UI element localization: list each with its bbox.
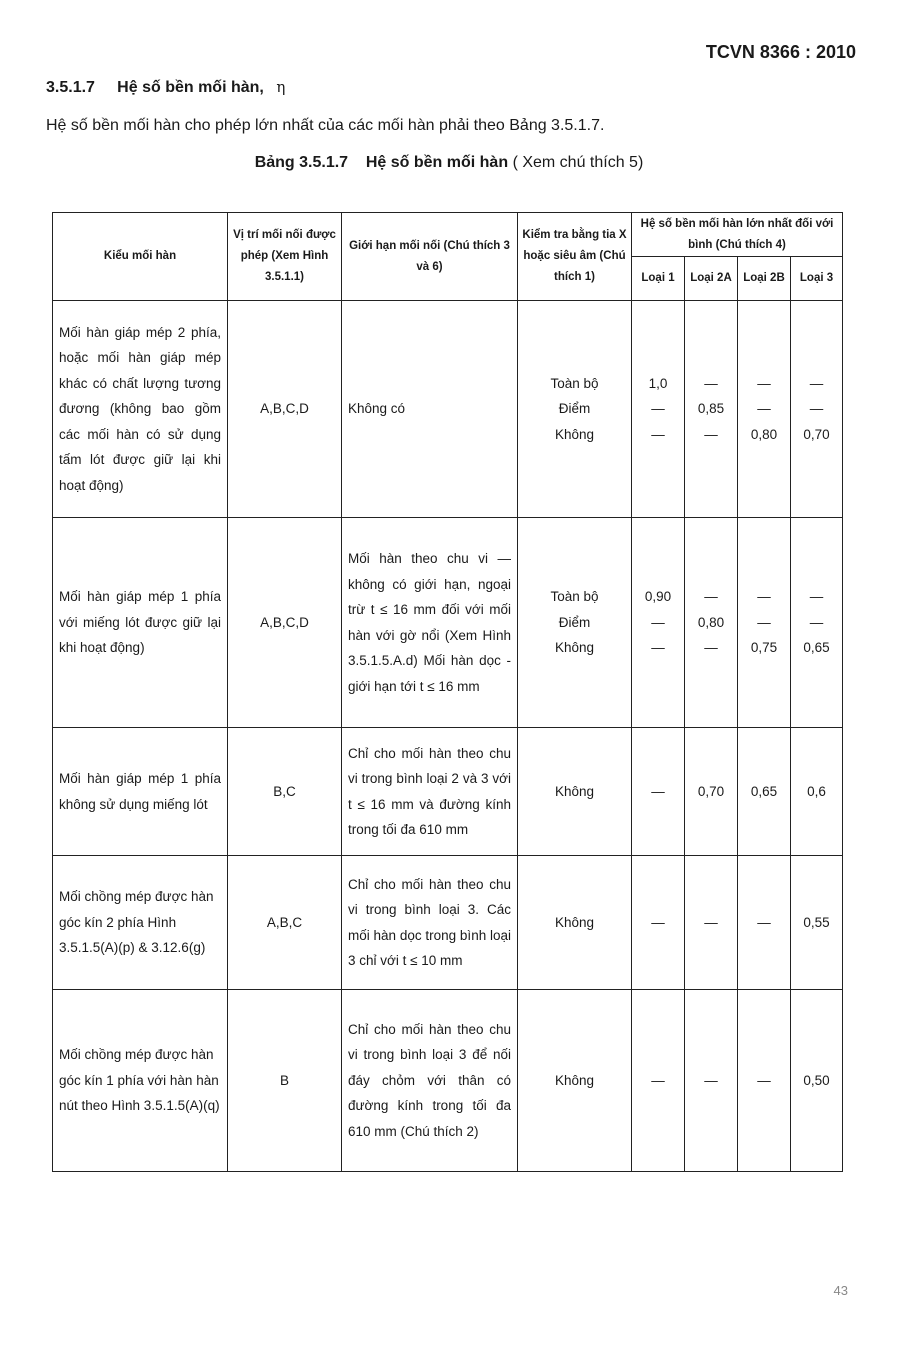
efficiency-value: —: [704, 375, 718, 391]
efficiency-value: 0,90: [644, 589, 672, 605]
efficiency-value: 1,0: [648, 375, 668, 391]
efficiency-value: —: [757, 375, 771, 391]
class-2a-cell: —: [685, 856, 738, 990]
limits-cell: Chỉ cho mối hàn theo chu vi trong bình loại 3 để nối đáy chỏm với thân có đường kính trong tối đa 610 mm (Chú thích 2): [342, 990, 518, 1172]
xray-cell: Không: [518, 990, 632, 1172]
efficiency-value: —: [651, 401, 665, 417]
table-label: Bảng 3.5.1.7: [254, 154, 349, 171]
efficiency-value: 0,85: [697, 401, 725, 417]
efficiency-value: 0,65: [803, 640, 830, 656]
efficiency-value: —: [809, 614, 824, 630]
weld-type-cell: Mối hàn giáp mép 1 phía với miếng lót được giữ lại khi hoạt động): [53, 518, 228, 728]
table-caption: [0, 154, 898, 172]
efficiency-value: —: [704, 640, 718, 656]
efficiency-value: —: [809, 375, 824, 391]
weld-type-cell: Mối chồng mép được hàn góc kín 2 phía Hình 3.5.1.5(A)(p) & 3.12.6(g): [53, 856, 228, 990]
efficiency-value: —: [651, 614, 665, 630]
xray-cell: [518, 518, 632, 728]
class-3-cell: 0,55: [791, 856, 843, 990]
weld-type-cell: Mối chồng mép được hàn góc kín 1 phía với hàn hàn nút theo Hình 3.5.1.5(A)(q): [53, 990, 228, 1172]
class-2b-cell: [738, 301, 791, 518]
limits-cell: Chỉ cho mối hàn theo chu vi trong bình loại 3. Các mối hàn dọc trong bình loại 3 chỉ với t ≤ 10 mm: [342, 856, 518, 990]
limits-cell: Chỉ cho mối hàn theo chu vi trong bình loại 2 và 3 với t ≤ 16 mm và đường kính trong tối đa 610 mm: [342, 728, 518, 856]
class-1-cell: [632, 518, 685, 728]
class-1-cell: —: [632, 990, 685, 1172]
class-2b-cell: [738, 518, 791, 728]
xray-value: Không: [554, 426, 595, 442]
efficiency-value: —: [651, 640, 665, 656]
position-cell: B,C: [228, 728, 342, 856]
limits-cell: Mối hàn theo chu vi — không có giới hạn, ngoại trừ t ≤ 16 mm đối với mối hàn với gờ nổi (Xem Hình 3.5.1.5.A.d) Mối hàn dọc - giới hạn tới t ≤ 16 mm: [342, 518, 518, 728]
header-class-2b: Loại 2B: [738, 257, 791, 301]
class-3-cell: [791, 518, 843, 728]
header-class-1: Loại 1: [632, 257, 685, 301]
xray-value: Điểm: [558, 614, 591, 630]
limits-cell: Không có: [342, 301, 518, 518]
efficiency-value: 0,75: [750, 640, 778, 656]
section-number: 3.5.1.7: [46, 79, 95, 96]
weld-type-cell: Mối hàn giáp mép 1 phía không sử dụng miếng lót: [53, 728, 228, 856]
header-efficiency: Hệ số bền mối hàn lớn nhất đối với bình (Chú thích 4): [632, 213, 843, 257]
class-2a-cell: [685, 518, 738, 728]
page-number: 43: [833, 1283, 848, 1298]
header-row: [53, 213, 843, 257]
table-row: [53, 518, 843, 728]
weld-type-cell: Mối hàn giáp mép 2 phía, hoặc mối hàn giáp mép khác có chất lượng tương đương (không bao gồm các mối hàn có sử dụng tấm lót được giữ lại khi hoạt động): [53, 301, 228, 518]
class-3-cell: 0,6: [791, 728, 843, 856]
header-class-3: Loại 3: [791, 257, 843, 301]
position-cell: B: [228, 990, 342, 1172]
section-heading: [46, 78, 285, 97]
class-1-cell: [632, 301, 685, 518]
class-2a-cell: 0,70: [685, 728, 738, 856]
position-cell: A,B,C,D: [228, 518, 342, 728]
table-title: Hệ số bền mối hàn: [365, 154, 509, 171]
class-1-cell: —: [632, 728, 685, 856]
table-row: [53, 728, 843, 856]
standard-code: TCVN 8366 : 2010: [705, 42, 856, 62]
eta-symbol: η: [276, 78, 286, 96]
efficiency-value: —: [757, 589, 771, 605]
efficiency-value: —: [651, 426, 665, 442]
efficiency-value: 0,80: [697, 614, 725, 630]
table-note: ( Xem chú thích 5): [512, 154, 644, 171]
intro-paragraph: Hệ số bền mối hàn cho phép lớn nhất của các mối hàn phải theo Bảng 3.5.1.7.: [46, 117, 605, 134]
efficiency-value: —: [757, 614, 771, 630]
header-position: Vị trí mối nối được phép (Xem Hình 3.5.1.1): [228, 213, 342, 301]
table-row: [53, 990, 843, 1172]
header-class-2a: Loại 2A: [685, 257, 738, 301]
section-title: Hệ số bền mối hàn,: [117, 79, 264, 96]
xray-cell: Không: [518, 728, 632, 856]
xray-value: Không: [554, 640, 595, 656]
class-2b-cell: 0,65: [738, 728, 791, 856]
header-limits: Giới hạn mối nối (Chú thích 3 và 6): [342, 213, 518, 301]
efficiency-value: —: [809, 589, 824, 605]
class-1-cell: —: [632, 856, 685, 990]
xray-cell: Không: [518, 856, 632, 990]
efficiency-value: 0,80: [750, 426, 778, 442]
xray-value: Điểm: [558, 401, 591, 417]
weld-efficiency-table: [52, 212, 843, 1172]
position-cell: A,B,C,D: [228, 301, 342, 518]
xray-value: Toàn bộ: [550, 589, 599, 605]
efficiency-value: —: [704, 589, 718, 605]
position-cell: A,B,C: [228, 856, 342, 990]
class-2b-cell: —: [738, 990, 791, 1172]
header-xray: Kiểm tra bằng tia X hoặc siêu âm (Chú thích 1): [518, 213, 632, 301]
efficiency-value: —: [757, 401, 771, 417]
class-3-cell: 0,50: [791, 990, 843, 1172]
efficiency-value: —: [704, 426, 718, 442]
efficiency-value: 0,70: [803, 426, 830, 442]
xray-cell: [518, 301, 632, 518]
class-3-cell: [791, 301, 843, 518]
efficiency-value: —: [809, 401, 824, 417]
header-weld-type: Kiểu mối hàn: [53, 213, 228, 301]
class-2a-cell: —: [685, 990, 738, 1172]
xray-value: Toàn bộ: [550, 375, 599, 391]
table-row: [53, 856, 843, 990]
class-2b-cell: —: [738, 856, 791, 990]
class-2a-cell: [685, 301, 738, 518]
table-row: [53, 301, 843, 518]
